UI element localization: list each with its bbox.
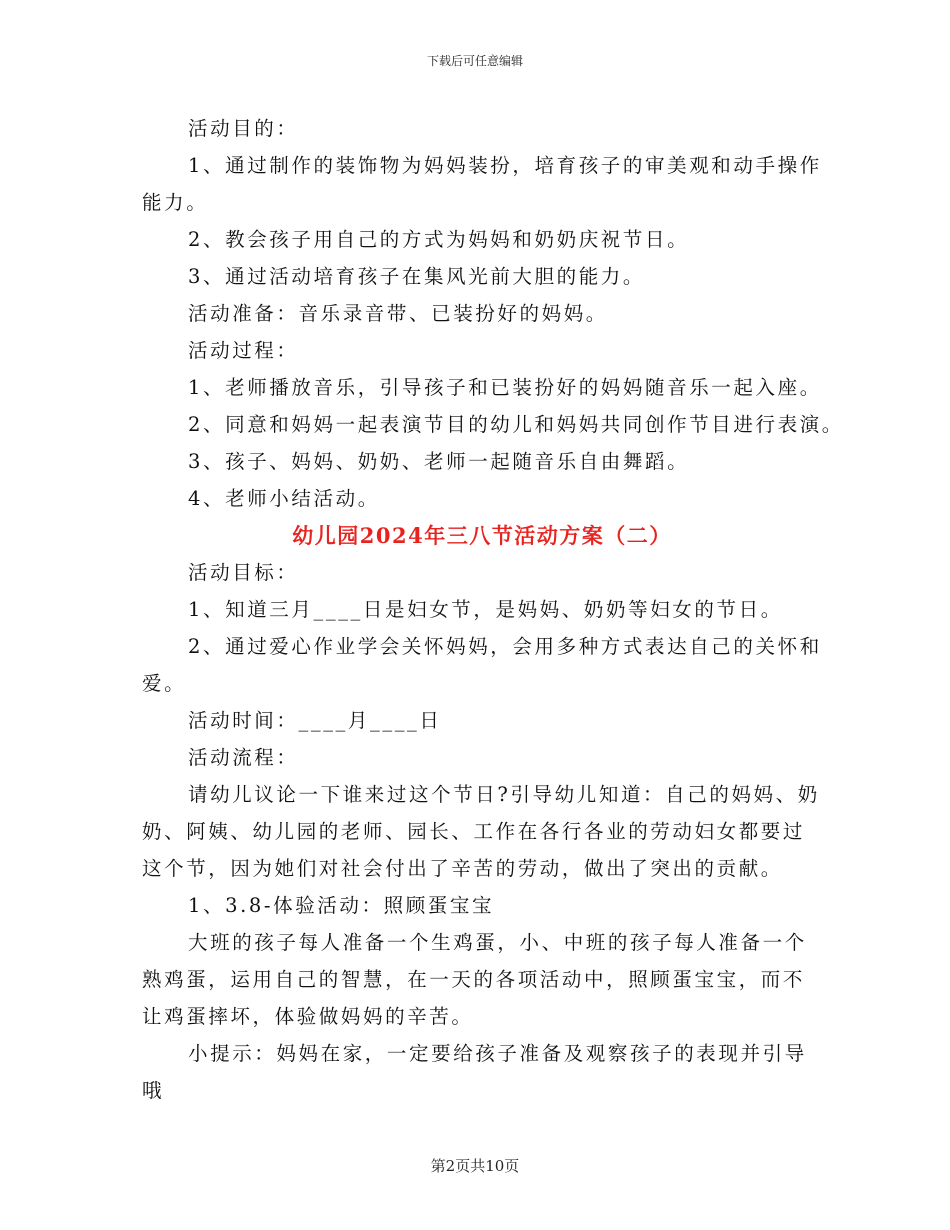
- section-title: 幼儿园2024年三八节活动方案（二）: [292, 523, 672, 548]
- paragraph: [142, 776, 822, 887]
- text-line: 活动流程：: [188, 746, 299, 769]
- page-footer: 第2页共10页: [430, 1157, 520, 1175]
- text-line: 1、通过制作的装饰物为妈妈装扮，培育孩子的审美观和动手操作: [188, 154, 822, 177]
- text-line: 让鸡蛋摔坏，体验做妈妈的辛苦。: [142, 1005, 474, 1028]
- paragraph: [142, 295, 822, 332]
- paragraph: [142, 591, 822, 628]
- page-header: 下载后可任意编辑: [426, 54, 523, 68]
- paragraph: [142, 369, 822, 406]
- text-line: 活动目标：: [188, 561, 299, 584]
- paragraph: [142, 628, 822, 702]
- paragraph: [142, 110, 822, 147]
- document-body: [142, 110, 844, 1109]
- text-line: 活动过程：: [188, 339, 299, 362]
- text-line: 1、老师播放音乐，引导孩子和已装扮好的妈妈随音乐一起入座。: [188, 376, 822, 399]
- paragraph: [142, 406, 844, 443]
- text-line: 奶、阿姨、幼儿园的老师、园长、工作在各行各业的劳动妇女都要过: [142, 820, 806, 843]
- paragraph: [142, 554, 822, 591]
- text-line: 熟鸡蛋，运用自己的智慧，在一天的各项活动中，照顾蛋宝宝，而不: [142, 968, 806, 991]
- text-line: 请幼儿议论一下谁来过这个节日?引导幼儿知道：自己的妈妈、奶: [188, 783, 820, 806]
- paragraph: [142, 702, 822, 739]
- text-line: 1、知道三月____日是妇女节，是妈妈、奶奶等妇女的节日。: [188, 598, 783, 621]
- text-line: 1、3.8-体验活动：照顾蛋宝宝: [188, 894, 495, 917]
- paragraph: [142, 443, 822, 480]
- paragraph: [142, 332, 822, 369]
- text-line: 4、老师小结活动。: [188, 487, 380, 510]
- paragraph: [142, 147, 822, 221]
- paragraph: [142, 1035, 822, 1109]
- text-line: 2、教会孩子用自己的方式为妈妈和奶奶庆祝节日。: [188, 228, 690, 251]
- text-line: 2、同意和妈妈一起表演节目的幼儿和妈妈共同创作节目进行表演。: [188, 413, 844, 436]
- text-line: 2、通过爱心作业学会关怀妈妈，会用多种方式表达自己的关怀和: [188, 635, 822, 658]
- text-line: 3、孩子、妈妈、奶奶、老师一起随音乐自由舞蹈。: [188, 450, 690, 473]
- paragraph: [142, 480, 822, 517]
- text-line: 哦: [142, 1079, 165, 1102]
- text-line: 小提示：妈妈在家，一定要给孩子准备及观察孩子的表现并引导: [188, 1042, 807, 1065]
- text-line: 活动准备：音乐录音带、已装扮好的妈妈。: [188, 302, 608, 325]
- text-line: 活动时间：____月____日: [188, 709, 442, 732]
- text-line: 这个节，因为她们对社会付出了辛苦的劳动，做出了突出的贡献。: [142, 857, 783, 880]
- text-line: 大班的孩子每人准备一个生鸡蛋，小、中班的孩子每人准备一个: [188, 931, 807, 954]
- paragraph: [142, 887, 822, 924]
- text-line: 活动目的：: [188, 117, 299, 140]
- paragraph: [142, 221, 822, 258]
- paragraph: [142, 258, 822, 295]
- text-line: 3、通过活动培育孩子在集风光前大胆的能力。: [188, 265, 646, 288]
- text-line: 爱。: [142, 672, 187, 695]
- text-line: 能力。: [142, 191, 209, 214]
- paragraph: [142, 924, 822, 1035]
- paragraph: [142, 739, 822, 776]
